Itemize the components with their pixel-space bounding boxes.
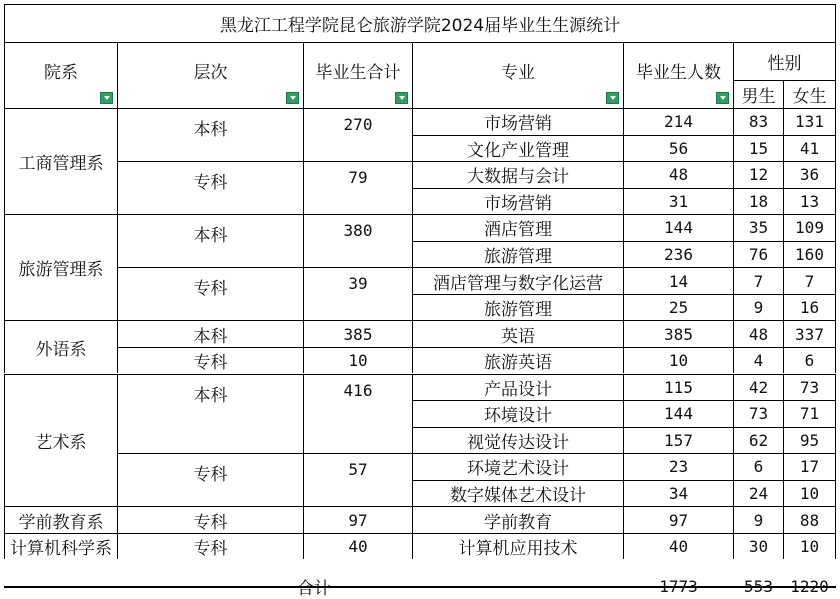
level-total-cell: 380 xyxy=(303,214,412,267)
female-cell: 13 xyxy=(783,188,836,215)
major-cell: 酒店管理与数字化运营 xyxy=(412,267,623,294)
header-level: 层次 xyxy=(117,42,303,108)
level-total-cell: 385 xyxy=(303,320,412,347)
major-cell: 计算机应用技术 xyxy=(412,533,623,560)
major-cell: 旅游管理 xyxy=(412,241,623,268)
female-cell: 73 xyxy=(783,374,836,401)
filter-major-icon[interactable] xyxy=(606,92,619,104)
major-cell: 环境艺术设计 xyxy=(412,453,623,480)
level-total-cell: 270 xyxy=(303,108,412,161)
level-cell: 专科 xyxy=(117,347,303,374)
female-cell: 71 xyxy=(783,400,836,427)
department-cell: 旅游管理系 xyxy=(4,214,117,320)
male-cell: 35 xyxy=(733,214,783,241)
count-cell: 385 xyxy=(623,320,733,347)
count-cell: 214 xyxy=(623,108,733,135)
major-cell: 市场营销 xyxy=(412,188,623,215)
filter-department-icon[interactable] xyxy=(100,92,113,104)
major-cell: 环境设计 xyxy=(412,400,623,427)
male-cell: 30 xyxy=(733,533,783,560)
male-cell: 6 xyxy=(733,453,783,480)
male-cell: 15 xyxy=(733,135,783,162)
header-major: 专业 xyxy=(412,42,623,108)
level-cell: 专科 xyxy=(117,533,303,560)
female-cell: 7 xyxy=(783,267,836,294)
count-cell: 40 xyxy=(623,533,733,560)
female-cell: 95 xyxy=(783,427,836,454)
count-cell: 144 xyxy=(623,400,733,427)
level-cell: 专科 xyxy=(117,161,303,214)
major-cell: 视觉传达设计 xyxy=(412,427,623,454)
count-cell: 236 xyxy=(623,241,733,268)
count-cell: 31 xyxy=(623,188,733,215)
level-cell: 专科 xyxy=(117,506,303,533)
male-cell: 18 xyxy=(733,188,783,215)
female-cell: 109 xyxy=(783,214,836,241)
count-cell: 144 xyxy=(623,214,733,241)
level-cell: 本科 xyxy=(117,214,303,267)
level-cell: 专科 xyxy=(117,267,303,320)
male-cell: 76 xyxy=(733,241,783,268)
male-cell: 48 xyxy=(733,320,783,347)
female-cell: 160 xyxy=(783,241,836,268)
header-level-total: 毕业生合计 xyxy=(303,42,412,108)
male-cell: 42 xyxy=(733,374,783,401)
department-cell: 艺术系 xyxy=(4,374,117,507)
female-cell: 17 xyxy=(783,453,836,480)
total-count: 1773 xyxy=(623,586,733,588)
department-cell: 学前教育系 xyxy=(4,506,117,533)
header-male: 男生 xyxy=(733,80,783,108)
count-cell: 14 xyxy=(623,267,733,294)
filter-count-icon[interactable] xyxy=(716,92,729,104)
major-cell: 产品设计 xyxy=(412,374,623,401)
male-cell: 12 xyxy=(733,161,783,188)
count-cell: 10 xyxy=(623,347,733,374)
level-cell: 本科 xyxy=(117,374,303,454)
header-department: 院系 xyxy=(4,42,117,108)
female-cell: 88 xyxy=(783,506,836,533)
total-label: 合计 xyxy=(4,586,623,588)
major-cell: 旅游英语 xyxy=(412,347,623,374)
level-total-cell: 39 xyxy=(303,267,412,320)
female-cell: 41 xyxy=(783,135,836,162)
department-cell: 计算机科学系 xyxy=(4,533,117,560)
level-total-cell: 79 xyxy=(303,161,412,214)
count-cell: 56 xyxy=(623,135,733,162)
female-cell: 10 xyxy=(783,480,836,507)
female-cell: 16 xyxy=(783,294,836,321)
female-cell: 337 xyxy=(783,320,836,347)
major-cell: 旅游管理 xyxy=(412,294,623,321)
count-cell: 23 xyxy=(623,453,733,480)
male-cell: 83 xyxy=(733,108,783,135)
count-cell: 115 xyxy=(623,374,733,401)
male-cell: 4 xyxy=(733,347,783,374)
count-cell: 34 xyxy=(623,480,733,507)
male-cell: 24 xyxy=(733,480,783,507)
level-cell: 专科 xyxy=(117,453,303,506)
male-cell: 62 xyxy=(733,427,783,454)
male-cell: 73 xyxy=(733,400,783,427)
count-cell: 25 xyxy=(623,294,733,321)
department-cell: 外语系 xyxy=(4,320,117,373)
level-total-cell: 57 xyxy=(303,453,412,506)
male-cell: 9 xyxy=(733,506,783,533)
female-cell: 36 xyxy=(783,161,836,188)
major-cell: 市场营销 xyxy=(412,108,623,135)
major-cell: 数字媒体艺术设计 xyxy=(412,480,623,507)
level-total-cell: 10 xyxy=(303,347,412,374)
female-cell: 131 xyxy=(783,108,836,135)
level-cell: 本科 xyxy=(117,320,303,347)
level-total-cell: 40 xyxy=(303,533,412,560)
table-title: 黑龙江工程学院昆仑旅游学院2024届毕业生生源统计 xyxy=(4,4,836,42)
filter-level-icon[interactable] xyxy=(286,92,299,104)
male-cell: 7 xyxy=(733,267,783,294)
level-cell: 本科 xyxy=(117,108,303,161)
filter-level-total-icon[interactable] xyxy=(395,92,408,104)
major-cell: 学前教育 xyxy=(412,506,623,533)
header-gender: 性别 xyxy=(733,42,836,80)
male-cell: 9 xyxy=(733,294,783,321)
level-total-cell: 97 xyxy=(303,506,412,533)
total-male: 553 xyxy=(733,586,783,588)
header-count: 毕业生人数 xyxy=(623,42,733,108)
major-cell: 大数据与会计 xyxy=(412,161,623,188)
female-cell: 6 xyxy=(783,347,836,374)
count-cell: 48 xyxy=(623,161,733,188)
count-cell: 97 xyxy=(623,506,733,533)
header-female: 女生 xyxy=(783,80,836,108)
count-cell: 157 xyxy=(623,427,733,454)
major-cell: 英语 xyxy=(412,320,623,347)
total-female: 1220 xyxy=(783,586,836,588)
female-cell: 10 xyxy=(783,533,836,560)
major-cell: 酒店管理 xyxy=(412,214,623,241)
department-cell: 工商管理系 xyxy=(4,108,117,214)
major-cell: 文化产业管理 xyxy=(412,135,623,162)
level-total-cell: 416 xyxy=(303,374,412,454)
